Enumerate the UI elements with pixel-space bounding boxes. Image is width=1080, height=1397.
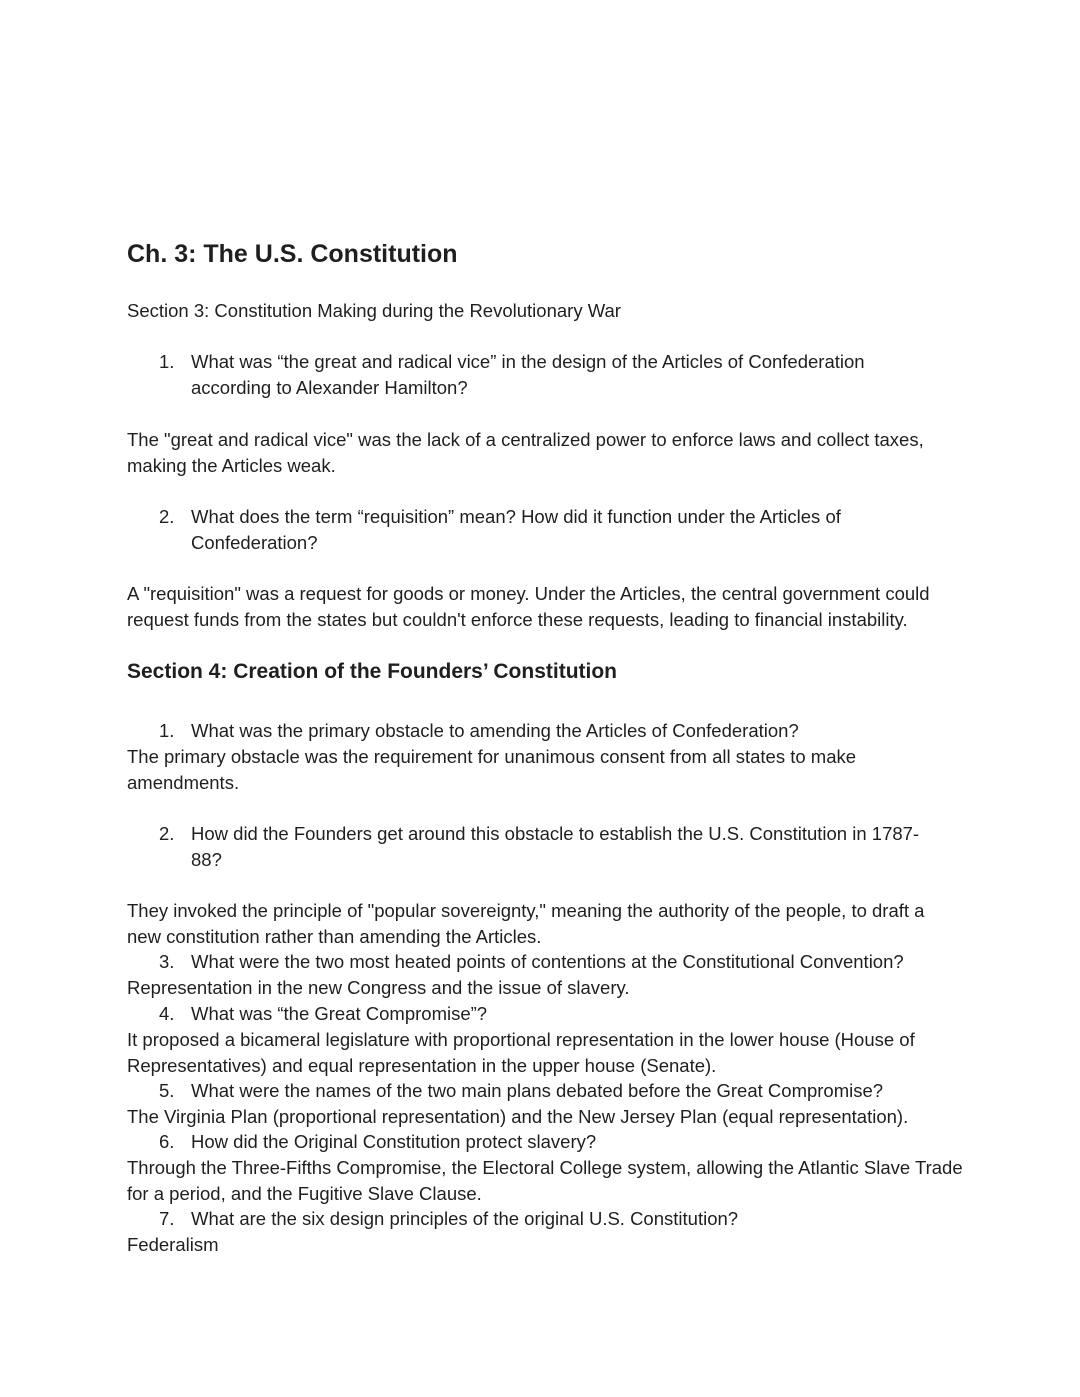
answer-text: It proposed a bicameral legislature with proportional representation in the lower house (House of Representatives) and equal representation in the upper house (Senate). (127, 1029, 915, 1076)
question-item (159, 821, 939, 872)
question-number: 1. (159, 720, 175, 741)
question-number: 2. (159, 823, 175, 844)
answer-text: The primary obstacle was the requirement for unanimous consent from all states to make amendments. (127, 746, 857, 793)
question-text: What was “the great and radical vice” in the design of the Articles of Confederation according to Alexander Hamilton? (191, 351, 865, 398)
question-text: How did the Original Constitution protect slavery? (191, 1131, 597, 1152)
answer-text: The Virginia Plan (proportional representation) and the New Jersey Plan (equal representation). (127, 1106, 909, 1127)
question-number: 4. (159, 1003, 175, 1024)
question-text: What were the two most heated points of contentions at the Constitutional Convention? (191, 951, 904, 972)
question-text: What was the primary obstacle to amending the Articles of Confederation? (191, 720, 799, 741)
question-text: How did the Founders get around this obstacle to establish the U.S. Constitution in 1787-88? (191, 823, 920, 870)
question-item (159, 1001, 939, 1027)
question-text: What are the six design principles of the original U.S. Constitution? (191, 1208, 739, 1229)
answer-text: A "requisition" was a request for goods or money. Under the Articles, the central government could request funds from the states but couldn't enforce these requests, leading to financial instability. (127, 583, 930, 630)
question-number: 2. (159, 506, 175, 527)
question-text: What was “the Great Compromise”? (191, 1003, 488, 1024)
question-item (159, 504, 939, 555)
question-item (159, 1129, 939, 1155)
question-number: 7. (159, 1208, 175, 1229)
question-text: What does the term “requisition” mean? How did it function under the Articles of Confederation? (191, 506, 841, 553)
question-number: 3. (159, 951, 175, 972)
answer-text: Through the Three-Fifths Compromise, the Electoral College system, allowing the Atlantic Slave Trade for a period, and the Fugitive Slave Clause. (127, 1157, 963, 1204)
answer-text: Federalism (127, 1234, 219, 1255)
question-number: 1. (159, 351, 175, 372)
section-4-heading: Section 4: Creation of the Founders’ Constitution (127, 660, 618, 683)
question-number: 5. (159, 1080, 175, 1101)
question-text: What were the names of the two main plans debated before the Great Compromise? (191, 1080, 884, 1101)
answer-text: Representation in the new Congress and the issue of slavery. (127, 977, 630, 998)
question-item (159, 718, 939, 744)
question-item (159, 1206, 939, 1232)
answer-text: They invoked the principle of "popular sovereignty," meaning the authority of the people, to draft a new constitution rather than amending the Articles. (127, 900, 925, 947)
question-item (159, 349, 939, 400)
question-number: 6. (159, 1131, 175, 1152)
page-title: Ch. 3: The U.S. Constitution (127, 240, 458, 268)
section-3-heading: Section 3: Constitution Making during the Revolutionary War (127, 300, 621, 321)
question-item (159, 949, 959, 975)
answer-text: The "great and radical vice" was the lack of a centralized power to enforce laws and collect taxes, making the Articles weak. (127, 429, 924, 476)
question-item (159, 1078, 959, 1104)
